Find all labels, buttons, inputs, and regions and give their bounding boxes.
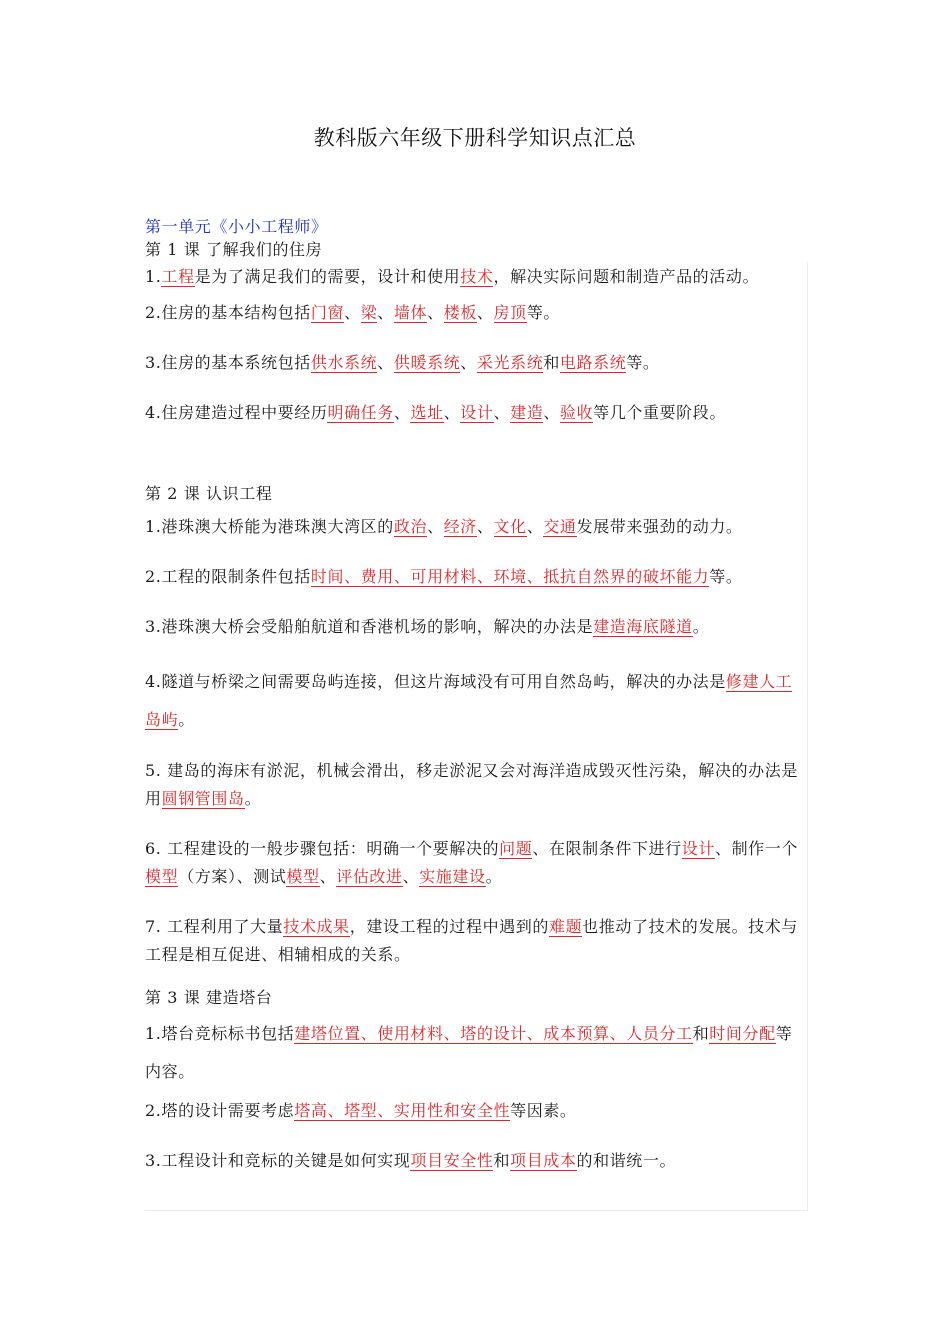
text-segment: 是为了满足我们的需要，设计和使用 [194,267,461,286]
text-segment: 、 [344,303,361,322]
text-segment: 等。 [709,567,743,586]
text-segment: 1.塔台竞标标书包括 [145,1024,295,1043]
text-segment: 等内容。 [145,1024,793,1081]
text-segment: 3.工程设计和竞标的关键是如何实现 [145,1151,411,1170]
document-body [145,215,807,1197]
text-segment: 、 [476,517,494,536]
text-segment: 6. 工程建设的一般步骤包括：明确一个要解决的 [145,839,500,858]
text-segment: 、 [427,517,444,536]
text-segment: 。 [244,789,262,808]
lesson-heading: 第 1 课 了解我们的住房 [145,240,323,259]
text-segment: 、 [493,403,511,422]
text-segment: 3.港珠澳大桥会受船舶航道和香港机场的影响，解决的办法是 [145,617,594,636]
text-segment: 等几个重要阶段。 [593,403,726,422]
text-segment: 、在限制条件下进行 [532,839,682,858]
text-segment: 2.住房的基本结构包括 [145,303,311,322]
text-segment: 、 [443,403,461,422]
text-segment: 7. 工程利用了大量 [145,917,284,936]
knowledge-point [145,399,807,427]
text-segment: 、 [476,303,494,322]
highlighted-keyword: 设计 [460,403,494,422]
text-segment: ，解决实际问题和制造产品的活动。 [493,267,760,286]
text-segment: 、 [543,403,560,422]
highlighted-keyword: 实施建设 [419,867,486,886]
text-segment: ，建设工程的过程中遇到的 [349,917,549,936]
highlighted-keyword: 塔高、塔型、实用性和安全性 [294,1101,511,1120]
text-segment: 、 [427,303,444,322]
text-segment: 和 [692,1024,710,1043]
text-segment: 。 [178,710,195,729]
lesson-heading: 第 3 课 建造塔台 [145,988,273,1007]
text-segment: 发展带来强劲的动力。 [576,517,743,536]
knowledge-point [145,1015,807,1091]
highlighted-keyword: 采光系统 [476,353,544,372]
highlighted-keyword: 技术成果 [283,917,350,936]
highlighted-keyword: 房顶 [493,303,527,322]
highlighted-keyword: 文化 [493,517,527,536]
text-segment: 也推动了技术的发展。技术与工程是相互促进、相辅相成的关系。 [145,917,798,964]
highlighted-keyword: 圆钢管围岛 [161,789,245,808]
highlighted-keyword: 供暖系统 [393,353,461,372]
text-segment: 、 [393,403,411,422]
text-segment: 5. 建岛的海床有淤泥，机械会滑出，移走淤泥又会对海洋造成毁灭性污染，解决的办法是用 [145,761,798,808]
text-segment: 、 [377,303,394,322]
knowledge-point [145,349,807,377]
highlighted-keyword: 政治 [393,517,428,536]
highlighted-keyword: 工程 [161,267,195,286]
highlighted-keyword: 设计 [681,839,715,858]
knowledge-point [145,299,807,327]
text-segment: 4.隧道与桥梁之间需要岛屿连接，但这片海域没有可用自然岛屿，解决的办法是 [145,672,726,691]
knowledge-point [145,913,807,969]
knowledge-point [145,563,807,591]
highlighted-keyword: 时间、费用、可用材料、环境、抵抗自然界的破坏能力 [310,567,710,586]
text-segment: 1. [145,267,162,286]
text-segment: 。 [485,867,503,886]
text-segment: 1.港珠澳大桥能为港珠澳大湾区的 [145,517,394,536]
text-segment: 、 [526,517,544,536]
highlighted-keyword: 问题 [499,839,533,858]
text-segment: 和 [543,353,560,372]
highlighted-keyword: 模型 [145,867,179,886]
highlighted-keyword: 项目成本 [510,1151,577,1170]
text-segment: 等。 [526,303,560,322]
text-segment: 3.住房的基本系统包括 [145,353,311,372]
highlighted-keyword: 评估改进 [336,867,403,886]
text-segment: 等因素。 [510,1101,577,1120]
knowledge-point [145,663,807,739]
knowledge-point [145,757,807,813]
highlighted-keyword: 选址 [410,403,444,422]
highlighted-keyword: 修建人工岛屿 [145,672,793,729]
highlighted-keyword: 梁 [360,303,378,322]
text-segment: （方案）、测试 [178,867,287,886]
highlighted-keyword: 项目安全性 [410,1151,494,1170]
knowledge-point [145,613,807,641]
highlighted-keyword: 经济 [443,517,477,536]
highlighted-keyword: 供水系统 [310,353,378,372]
text-segment: 、 [460,353,477,372]
text-segment: 、 [319,867,337,886]
highlighted-keyword: 技术 [460,267,494,286]
knowledge-point [145,835,807,891]
knowledge-point [145,263,807,291]
text-segment: 等。 [626,353,660,372]
document-title: 教科版六年级下册科学知识点汇总 [313,126,637,150]
lesson-heading: 第 2 课 认识工程 [145,484,273,503]
highlighted-keyword: 难题 [548,917,583,936]
knowledge-point [145,513,807,541]
text-segment: 和 [493,1151,511,1170]
text-segment: 4.住房建造过程中要经历 [145,403,328,422]
highlighted-keyword: 建塔位置、使用材料、塔的设计、成本预算、人员分工 [294,1024,693,1043]
highlighted-keyword: 明确任务 [327,403,394,422]
text-segment: 。 [692,617,710,636]
highlighted-keyword: 验收 [559,403,594,422]
text-segment: 、 [377,353,394,372]
highlighted-keyword: 建造海底隧道 [593,617,693,636]
highlighted-keyword: 时间分配 [709,1024,776,1043]
text-segment: 2.塔的设计需要考虑 [145,1101,295,1120]
highlighted-keyword: 建造 [510,403,544,422]
unit-heading: 第一单元《小小工程师》 [145,217,328,236]
highlighted-keyword: 电路系统 [559,353,627,372]
highlighted-keyword: 门窗 [310,303,345,322]
highlighted-keyword: 楼板 [443,303,477,322]
text-segment: 、制作一个 [714,839,798,858]
knowledge-point [145,1147,807,1175]
highlighted-keyword: 模型 [286,867,320,886]
text-segment: 、 [402,867,420,886]
text-segment: 的和谐统一。 [576,1151,677,1170]
highlighted-keyword: 墙体 [393,303,428,322]
highlighted-keyword: 交通 [543,517,577,536]
knowledge-point [145,1097,807,1125]
text-segment: 2.工程的限制条件包括 [145,567,311,586]
